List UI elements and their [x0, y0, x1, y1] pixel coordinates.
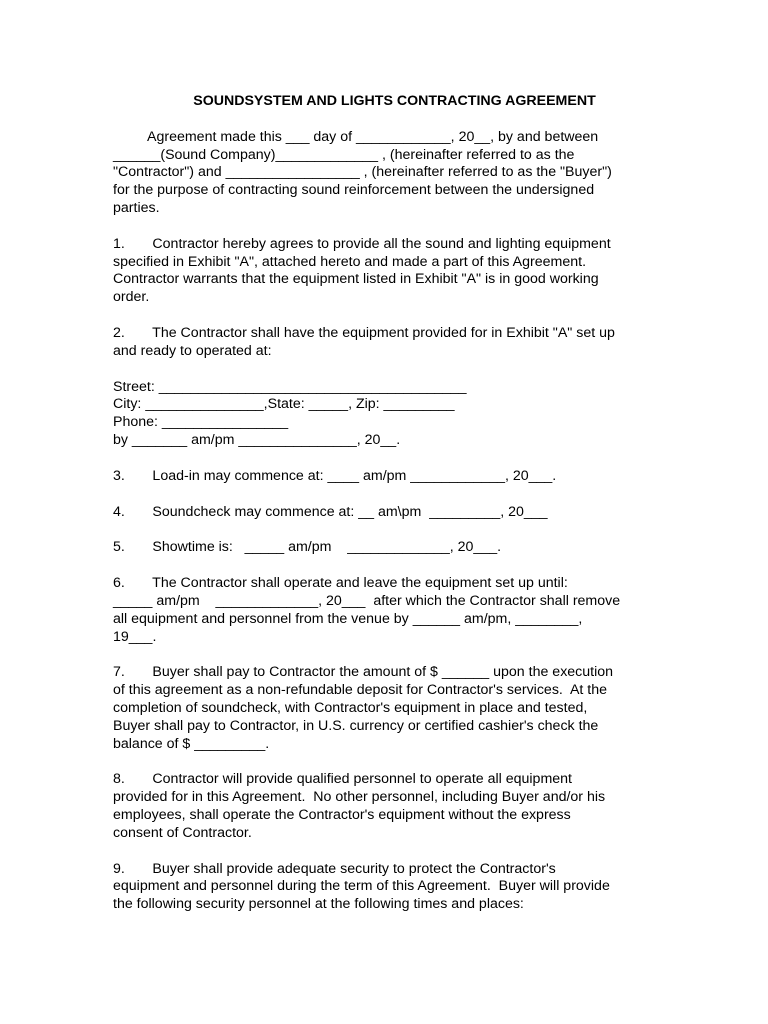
- address-block: [113, 379, 658, 450]
- intro-line: for the purpose of contracting sound reinforcement between the undersigned: [113, 182, 595, 199]
- clause-line: 3. Load-in may commence at: ____ am/pm ____________, 20___.: [113, 467, 557, 484]
- clause-line: completion of soundcheck, with Contractor's equipment in place and tested,: [113, 699, 588, 716]
- clause-7: [113, 664, 658, 753]
- clause-1: [113, 236, 658, 307]
- clause-3: [113, 468, 658, 486]
- clause-line: 1. Contractor hereby agrees to provide all the sound and lighting equipment: [113, 235, 611, 252]
- clause-line: the following security personnel at the following times and places:: [113, 896, 524, 913]
- clause-line: Buyer shall pay to Contractor, in U.S. currency or certified cashier's check the: [113, 717, 599, 734]
- clause-line: 19___.: [113, 628, 157, 645]
- document-page: [113, 93, 658, 914]
- intro-line: ______(Sound Company)_____________ , (hereinafter referred to as the: [113, 146, 575, 163]
- clause-line: _____ am/pm _____________, 20___ after which the Contractor shall remove: [113, 592, 621, 609]
- city-line: City: _______________,State: _____, Zip: _________: [113, 396, 455, 413]
- clause-line: and ready to operated at:: [113, 342, 272, 359]
- clause-line: 9. Buyer shall provide adequate security to protect the Contractor's: [113, 860, 556, 877]
- clause-8: [113, 771, 658, 842]
- clause-line: specified in Exhibit "A", attached hereto and made a part of this Agreement.: [113, 253, 587, 270]
- clause-line: equipment and personnel during the term of this Agreement. Buyer will provide: [113, 878, 610, 895]
- intro-paragraph: [113, 129, 658, 218]
- clause-line: employees, shall operate the Contractor's equipment without the express: [113, 806, 571, 823]
- clause-line: 8. Contractor will provide qualified personnel to operate all equipment: [113, 771, 572, 788]
- ready-by-line: by _______ am/pm _______________, 20__.: [113, 431, 401, 448]
- clause-line: of this agreement as a non-refundable deposit for Contractor's services. At the: [113, 682, 608, 699]
- clause-5: [113, 539, 658, 557]
- clause-line: Contractor warrants that the equipment listed in Exhibit "A" is in good working: [113, 271, 599, 288]
- clause-9: [113, 861, 658, 914]
- phone-line: Phone: ________________: [113, 414, 289, 431]
- clause-line: 7. Buyer shall pay to Contractor the amount of $ ______ upon the execution: [113, 664, 614, 681]
- clause-line: 5. Showtime is: _____ am/pm _____________, 20___.: [113, 539, 502, 556]
- street-line: Street: _______________________________________: [113, 378, 467, 395]
- clause-2: [113, 325, 658, 361]
- clause-6: [113, 575, 658, 646]
- clause-line: order.: [113, 289, 150, 306]
- intro-line: "Contractor") and _________________ , (hereinafter referred to as the "Buyer"): [113, 164, 612, 181]
- clause-line: balance of $ _________.: [113, 735, 270, 752]
- clause-line: 6. The Contractor shall operate and leave the equipment set up until:: [113, 575, 568, 592]
- clause-line: 4. Soundcheck may commence at: __ am\pm _________, 20___: [113, 503, 548, 520]
- clause-line: consent of Contractor.: [113, 824, 252, 841]
- clause-line: provided for in this Agreement. No other personnel, including Buyer and/or his: [113, 789, 606, 806]
- clause-line: all equipment and personnel from the venue by ______ am/pm, ________,: [113, 610, 583, 627]
- intro-line: parties.: [113, 199, 160, 216]
- clause-line: 2. The Contractor shall have the equipment provided for in Exhibit "A" set up: [113, 324, 615, 341]
- intro-line: Agreement made this ___ day of ____________, 20__, by and between: [147, 128, 599, 145]
- document-title: SOUNDSYSTEM AND LIGHTS CONTRACTING AGREEMENT: [193, 93, 596, 109]
- clause-4: [113, 504, 658, 522]
